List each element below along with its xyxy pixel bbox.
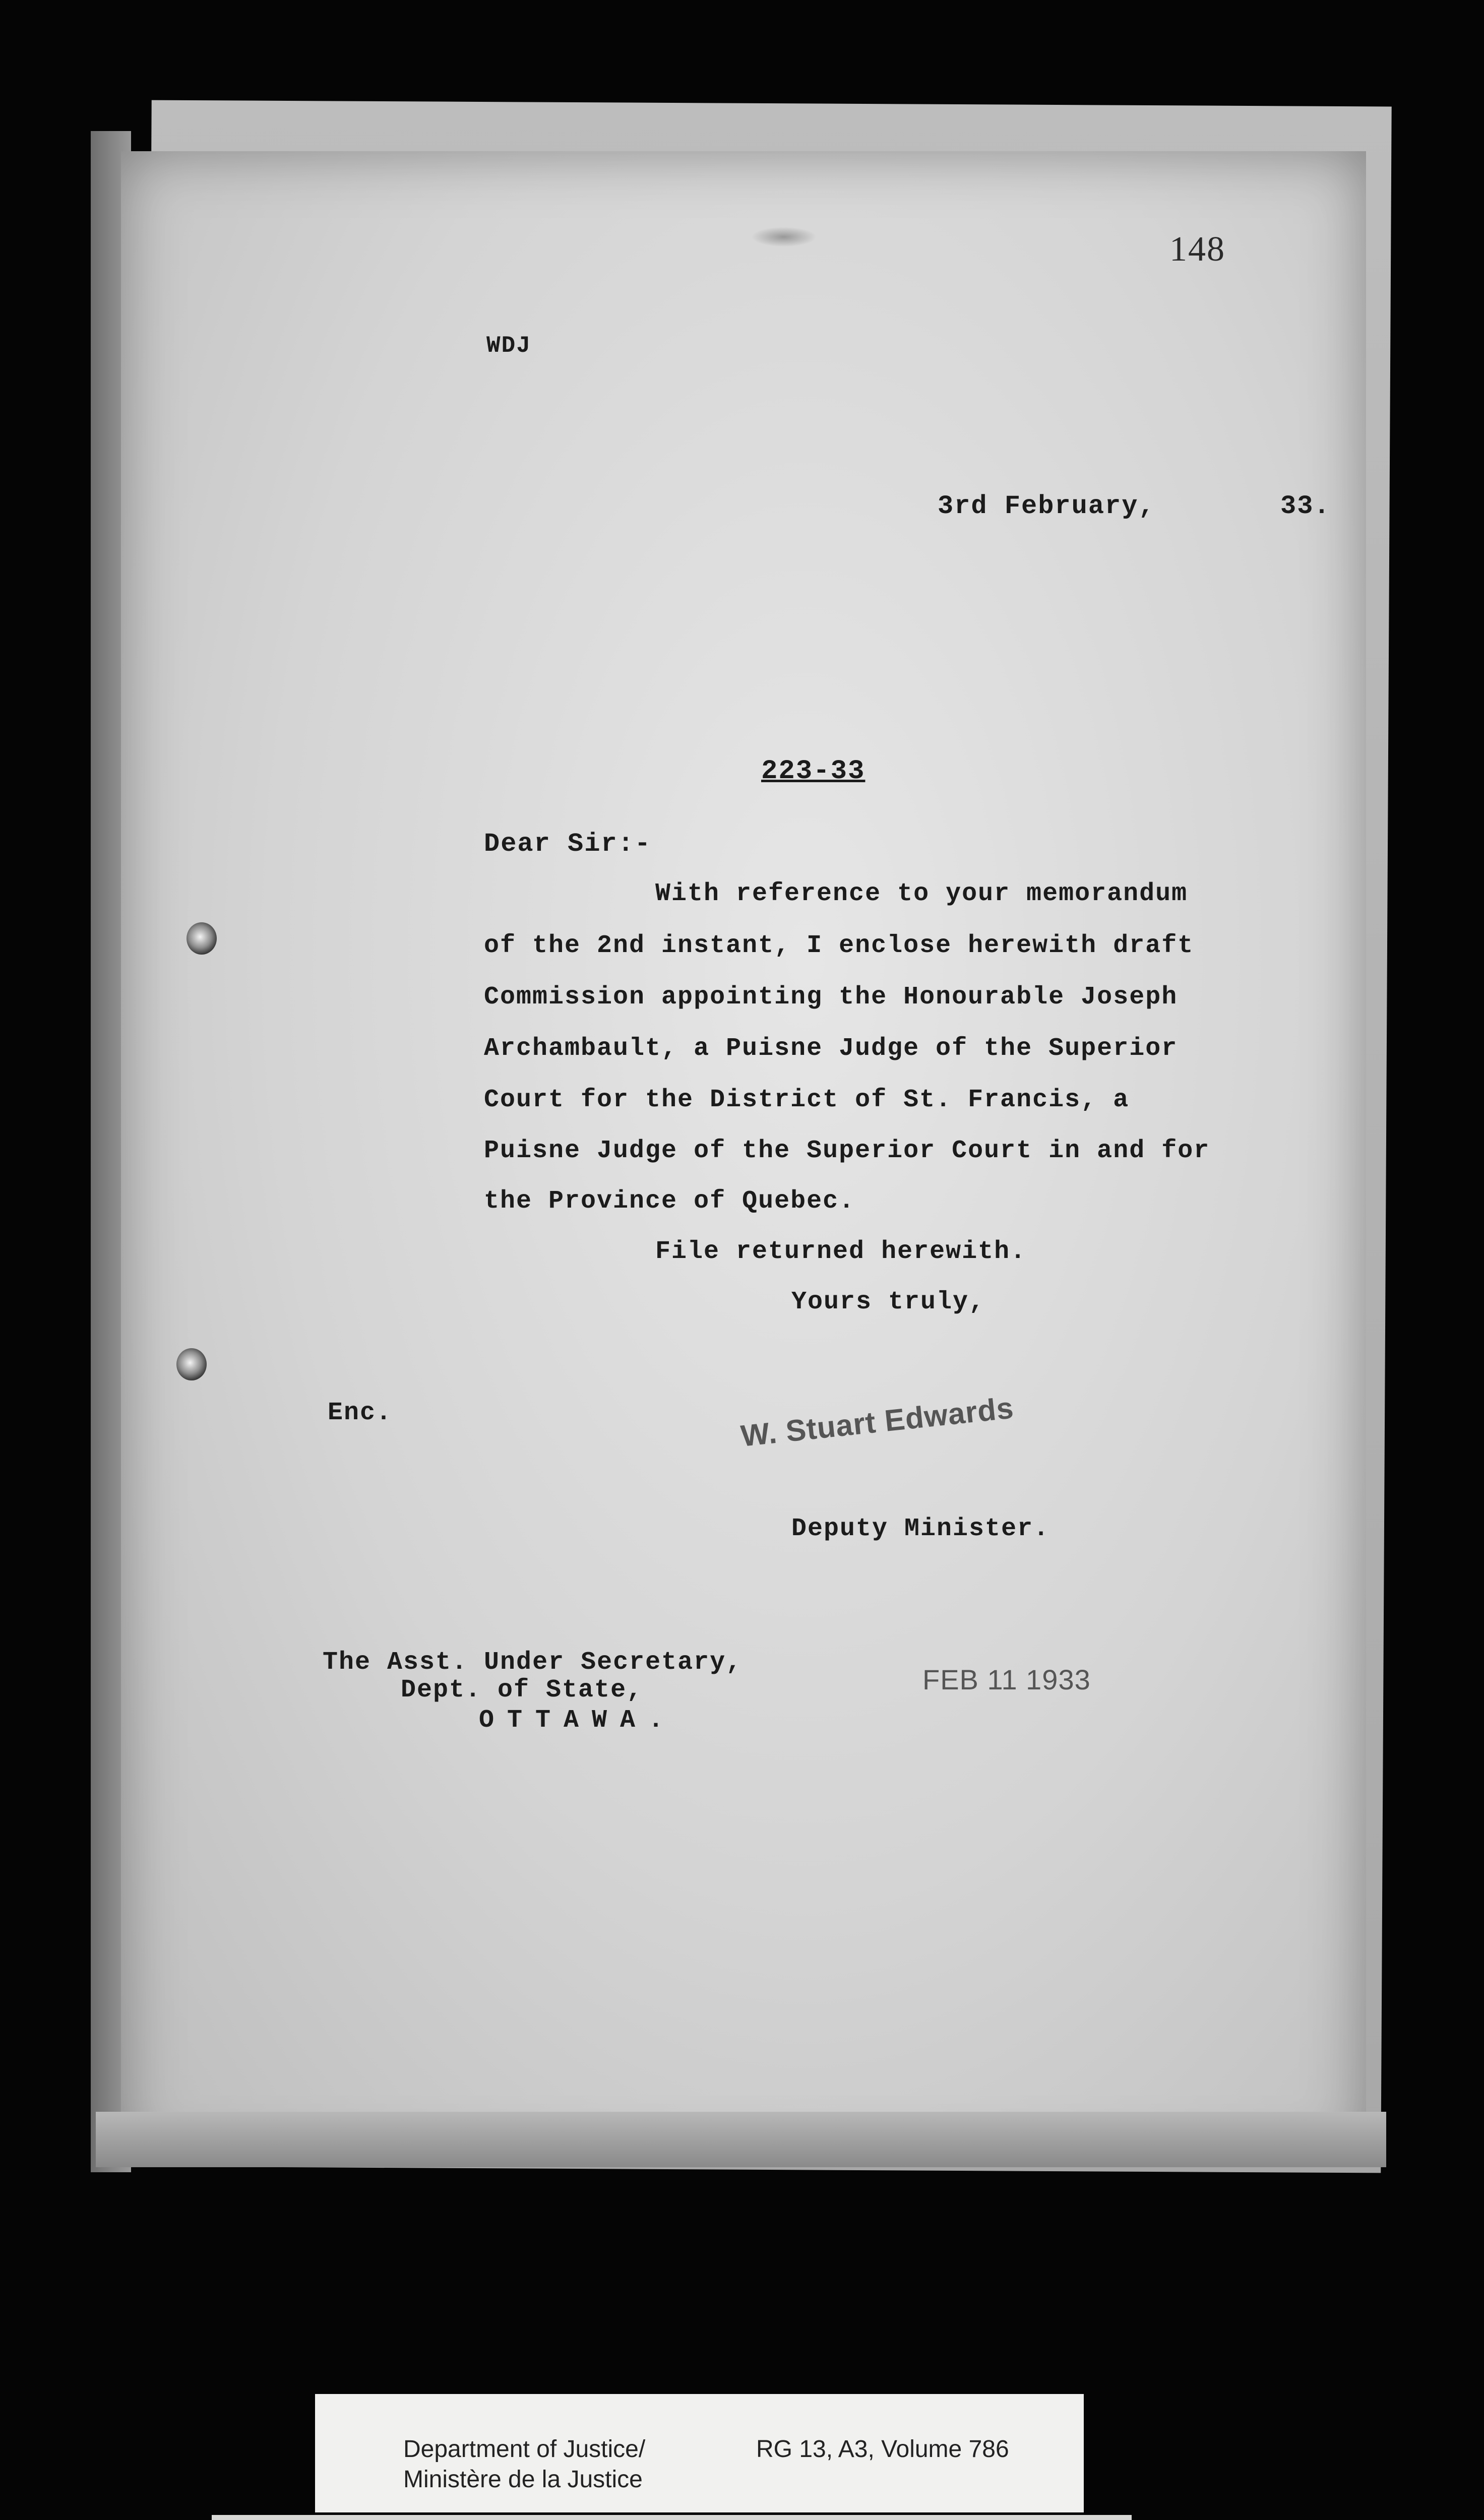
body-line: the Province of Quebec. (484, 1187, 855, 1216)
addressee-line: The Asst. Under Secretary, (323, 1648, 743, 1677)
letter-date-year: 33. (1280, 491, 1331, 521)
body-line: With reference to your memorandum (655, 879, 1188, 908)
punch-hole-bottom (176, 1348, 207, 1380)
department-name-en: Department of Justice/ (403, 2436, 646, 2463)
signature-stamp: W. Stuart Edwards (739, 1391, 1016, 1453)
salutation: Dear Sir:- (484, 829, 652, 859)
archive-reference: RG 13, A3, Volume 786 (756, 2436, 1009, 2463)
paper-bottom-edge (96, 2112, 1386, 2167)
punch-hole-top (187, 922, 217, 955)
complimentary-close: Yours truly, (791, 1288, 985, 1316)
smudge-mark (751, 227, 817, 247)
addressee-line: OTTAWA. (479, 1706, 677, 1735)
body-line: Commission appointing the Honourable Joseph (484, 983, 1178, 1012)
body-line: Archambault, a Puisne Judge of the Superior (484, 1034, 1178, 1063)
file-reference: 223-33 (761, 756, 865, 787)
addressee-line: Dept. of State, (401, 1676, 643, 1705)
typist-initials: WDJ (486, 333, 531, 359)
received-date-stamp: FEB 11 1933 (922, 1664, 1091, 1695)
enclosure-note: Enc. (328, 1399, 393, 1427)
page-number: 148 (1169, 230, 1225, 269)
archives-banner (212, 2515, 1132, 2520)
department-name-fr: Ministère de la Justice (403, 2466, 643, 2493)
body-line: Court for the District of St. Francis, a (484, 1086, 1130, 1114)
body-line: of the 2nd instant, I enclose herewith draft (484, 931, 1194, 960)
letter-date: 3rd February, (938, 491, 1155, 521)
closing-note: File returned herewith. (655, 1237, 1027, 1266)
signatory-title: Deputy Minister. (791, 1515, 1050, 1543)
body-line: Puisne Judge of the Superior Court in and for (484, 1137, 1210, 1165)
